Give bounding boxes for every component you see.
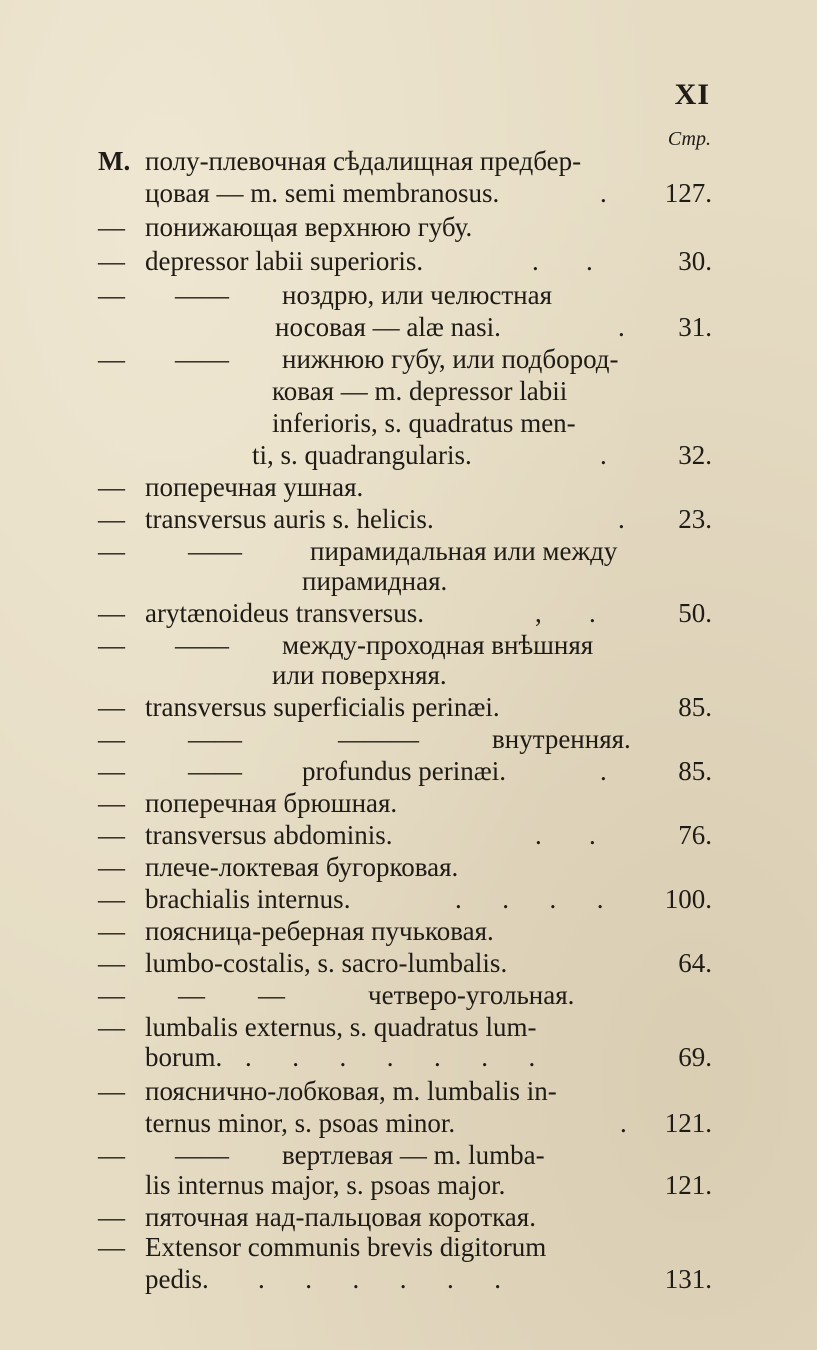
entry-leader-dots: . <box>620 1108 627 1138</box>
entry-text: ti, s. quadrangularis. <box>252 440 472 470</box>
entry-leader-dots: . . . . . . <box>258 1264 501 1294</box>
entry-text: пирамидальная или между <box>310 536 618 566</box>
index-line <box>0 755 817 787</box>
entry-text: Extensor communis brevis digitorum <box>145 1232 547 1262</box>
entry-dash: — <box>98 630 125 660</box>
entry-page-number: 100. <box>664 884 712 914</box>
entry-text: profundus perinæi. <box>302 756 506 786</box>
entry-subdash: —— <box>188 756 242 786</box>
entry-leader-dots: . <box>618 504 625 534</box>
entry-text: четверо-угольная. <box>368 980 575 1010</box>
entry-leader-dots: . . <box>535 820 596 850</box>
entry-dash: — <box>98 948 125 978</box>
entry-leader-dots: . . <box>532 246 593 276</box>
entry-text: внутренняя. <box>492 724 631 754</box>
index-line <box>0 659 817 691</box>
entry-subdash: —— <box>175 280 229 310</box>
index-line <box>0 691 817 723</box>
entry-page-number: 32. <box>678 440 712 470</box>
entry-subdash: — <box>178 980 205 1010</box>
index-line <box>0 279 817 311</box>
index-line <box>0 851 817 883</box>
entry-dash: — <box>98 536 125 566</box>
entry-text: полу-плевочная сѣдалищная предбер- <box>145 146 582 176</box>
entry-page-number: 131. <box>664 1264 712 1294</box>
entry-text: transversus abdominis. <box>145 820 393 850</box>
entry-text: pedis. <box>145 1264 209 1294</box>
entry-text: пяточная над-пальцовая короткая. <box>145 1202 536 1232</box>
entry-leader-dots: . . . . . . . <box>245 1042 536 1072</box>
entry-marker: M. <box>98 146 131 176</box>
entry-page-number: 50. <box>678 598 712 628</box>
entry-page-number: 64. <box>678 948 712 978</box>
entry-text: плече-локтевая бугорковая. <box>145 852 459 882</box>
entry-text: lis internus major, s. psoas major. <box>145 1170 506 1200</box>
index-line <box>0 1231 817 1263</box>
entry-text: depressor labii superioris. <box>145 246 424 276</box>
entry-dash: — <box>98 1012 125 1042</box>
entry-page-number: 76. <box>678 820 712 850</box>
index-line <box>0 787 817 819</box>
index-line <box>0 245 817 277</box>
entry-text: цовая — m. semi membranosus. <box>145 178 500 208</box>
entry-text: ternus minor, s. psoas minor. <box>145 1108 456 1138</box>
entry-text: между-проходная внѣшняя <box>282 630 594 660</box>
index-line <box>0 565 817 597</box>
entry-dash: — <box>98 724 125 754</box>
entry-page-number: 30. <box>678 246 712 276</box>
entry-text: lumbo-costalis, s. sacro-lumbalis. <box>145 948 508 978</box>
index-line <box>0 629 817 661</box>
page-column-label: Стр. <box>667 128 711 150</box>
entry-text: поясница-реберная пучьковая. <box>145 916 494 946</box>
index-line <box>0 1169 817 1201</box>
index-line <box>0 177 817 209</box>
entry-leader-dots: . <box>600 756 607 786</box>
entry-dash: — <box>98 820 125 850</box>
entry-dash: — <box>98 884 125 914</box>
entry-dash: — <box>98 280 125 310</box>
entry-text: нижнюю губу, или подбород- <box>282 344 619 374</box>
index-line <box>0 503 817 535</box>
entry-dash: — <box>98 788 125 818</box>
entry-dash: — <box>98 916 125 946</box>
entry-subdash: — <box>258 980 285 1010</box>
entry-page-number: 23. <box>678 504 712 534</box>
entry-dash: — <box>98 598 125 628</box>
index-line <box>0 1107 817 1139</box>
entry-text: пирамидная. <box>302 566 448 596</box>
index-line <box>0 311 817 343</box>
index-line <box>0 979 817 1011</box>
entry-leader-dots: , . <box>535 598 596 628</box>
index-line <box>0 343 817 375</box>
entry-leader-dots: . <box>600 440 607 470</box>
index-line <box>0 597 817 629</box>
entry-text: носовая — alæ nasi. <box>275 312 501 342</box>
entry-leader-dots: . <box>618 312 625 342</box>
index-line <box>0 211 817 243</box>
entry-leader-dots: . . . . <box>455 884 604 914</box>
entry-dash: — <box>98 472 125 502</box>
index-line <box>0 1201 817 1233</box>
entry-text: ковая — m. depressor labii <box>272 376 568 406</box>
entry-dash: — <box>98 504 125 534</box>
entry-page-number: 121. <box>664 1170 712 1200</box>
entry-dash: — <box>98 344 125 374</box>
entry-leader-dots: . <box>600 178 607 208</box>
entry-page-number: 85. <box>678 692 712 722</box>
index-line <box>0 883 817 915</box>
entry-text: borum. <box>145 1042 223 1072</box>
index-line <box>0 723 817 755</box>
entry-dash: — <box>98 980 125 1010</box>
index-line <box>0 1139 817 1171</box>
entry-dash: — <box>98 1140 125 1170</box>
entry-dash: — <box>98 212 125 242</box>
index-line <box>0 439 817 471</box>
entry-page-number: 85. <box>678 756 712 786</box>
index-line <box>0 1041 817 1073</box>
entry-subdash: —— <box>175 1140 229 1170</box>
index-line <box>0 819 817 851</box>
entry-subdash: —— <box>175 344 229 374</box>
index-line <box>0 471 817 503</box>
page-number: XI <box>674 78 710 111</box>
entry-dash: — <box>98 1232 125 1262</box>
entry-text: brachialis internus. <box>145 884 351 914</box>
entry-text: понижающая верхнюю губу. <box>145 212 473 242</box>
entry-text: или поверхняя. <box>272 660 447 690</box>
entry-text: поперечная брюшная. <box>145 788 398 818</box>
index-line <box>0 1263 817 1295</box>
index-line <box>0 375 817 407</box>
entry-dash: — <box>98 1202 125 1232</box>
entry-subdash: —— <box>175 630 229 660</box>
entry-page-number: 69. <box>678 1042 712 1072</box>
entry-text: inferioris, s. quadratus men- <box>272 408 576 438</box>
index-line <box>0 407 817 439</box>
entry-dash: — <box>98 246 125 276</box>
entry-dash: — <box>98 756 125 786</box>
index-line <box>0 145 817 177</box>
index-line <box>0 1011 817 1043</box>
index-line <box>0 947 817 979</box>
index-line <box>0 915 817 947</box>
entry-text: поясничнo-лобковая, m. lumbalis in- <box>145 1076 557 1106</box>
entry-subdash: —— <box>188 724 242 754</box>
entry-text: ноздрю, или челюстная <box>282 280 552 310</box>
entry-subdash: ——— <box>338 724 419 754</box>
entry-dash: — <box>98 852 125 882</box>
index-line <box>0 1075 817 1107</box>
entry-page-number: 31. <box>678 312 712 342</box>
entry-text: transversus superficialis perinæi. <box>145 692 500 722</box>
entry-text: transversus auris s. helicis. <box>145 504 434 534</box>
entry-dash: — <box>98 1076 125 1106</box>
entry-text: вертлевая — m. lumba- <box>282 1140 545 1170</box>
index-line <box>0 535 817 567</box>
entry-text: поперечная ушная. <box>145 472 364 502</box>
entry-page-number: 121. <box>664 1108 712 1138</box>
entry-subdash: —— <box>188 536 242 566</box>
entry-dash: — <box>98 692 125 722</box>
entry-text: lumbalis externus, s. quadratus lum- <box>145 1012 537 1042</box>
entry-text: arytænoideus transversus. <box>145 598 424 628</box>
entry-page-number: 127. <box>664 178 712 208</box>
